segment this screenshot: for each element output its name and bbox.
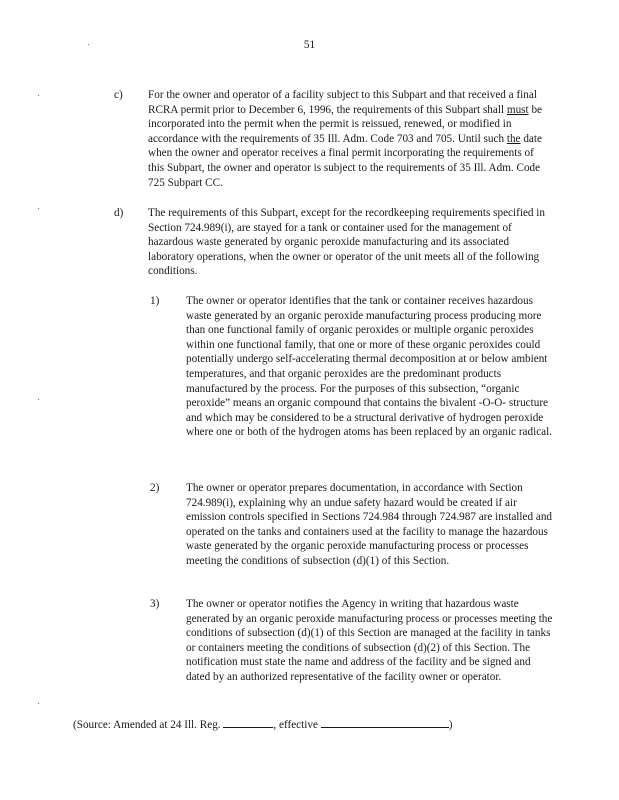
section-d-label: d) <box>114 207 124 219</box>
item-3-text: The owner or operator notifies the Agency in writing that hazardous waste generated by an organic peroxide manufacturing process or processes meeting the conditions of subsection (d)(1) of this Section are managed at the facility in tanks or containers meeting the conditions of subsection (d)(2) of this Section. The notification must state the name and address of the facility and be signed and dated by an authorized representative of the facility owner or operator. <box>186 598 553 683</box>
page-number: 51 <box>303 39 316 51</box>
section-c-text-part-a: For the owner and operator of a facility subject to this Subpart and that received a final RCRA permit prior to December 6, 1996, the requirements of this Subpart shall <box>148 89 537 116</box>
source-note <box>73 716 452 733</box>
scan-speck <box>38 399 39 400</box>
section-c-text-part-c: date when the owner and operator receives a final permit incorporating the requirements of this Subpart, the owner and operator is subject to the requirements of 35 Ill. Adm. Code 725 Subpart CC. <box>148 132 542 189</box>
reg-number-blank <box>223 716 273 728</box>
section-c-underline-the: the <box>506 132 521 145</box>
scan-speck <box>38 208 39 209</box>
item-1-label: 1) <box>150 295 160 307</box>
source-note-prefix: (Source: Amended at 24 Ill. Reg. <box>73 719 224 731</box>
section-c-label: c) <box>114 89 123 101</box>
section-c-underline-must: must <box>506 103 529 116</box>
scan-speck <box>38 95 39 96</box>
section-c-text <box>148 88 552 190</box>
section-d-text: The requirements of this Subpart, except for the recordkeeping requirements specified in Section 724.989(i), are stayed for a tank or container used for the management of hazardous waste generated by organic peroxide manufacturing and its associated laboratory operations, when the owner or operator of the unit meets all of the following conditions. <box>148 207 546 278</box>
source-note-middle: , effective <box>273 719 321 731</box>
item-2-label: 2) <box>150 482 160 494</box>
scan-speck <box>38 703 39 704</box>
source-note-suffix: ) <box>448 719 453 731</box>
item-1-text: The owner or operator identifies that the tank or container receives hazardous waste generated by an organic peroxide manufacturing process producing more than one functional family of organic peroxides or multiple organic peroxides within one functional family, that one or more of these organic peroxides could potentially undergo self-accelerating thermal decomposition at or below ambient temperatures, and that organic peroxides are the predominant products manufactured by the process. For the purposes of this subsection, “organic peroxide” means an organic compound that contains the bivalent -O-O- structure and which may be considered to be a structural derivative of hydrogen peroxide where one or both of the hydrogen atoms has been replaced by an organic radical. <box>186 295 553 439</box>
item-3-label: 3) <box>150 598 160 610</box>
item-2-text: The owner or operator prepares documentation, in accordance with Section 724.989(i), explaining why an undue safety hazard would be created if air emission controls specified in Sections 724.984 through 724.987 are installed and operated on the tanks and containers used at the facility to manage the hazardous waste generated by the organic peroxide manufacturing process or processes meeting the conditions of subsection (d)(1) of this Section. <box>186 482 553 567</box>
scan-speck <box>88 44 89 45</box>
section-c-text-part-b: be incorporated into the permit when the permit is reissued, renewed, or modified in accordance with the requirements of 35 Ill. Adm. Code 703 and 705. Until such <box>148 103 542 145</box>
effective-date-blank <box>321 716 449 728</box>
